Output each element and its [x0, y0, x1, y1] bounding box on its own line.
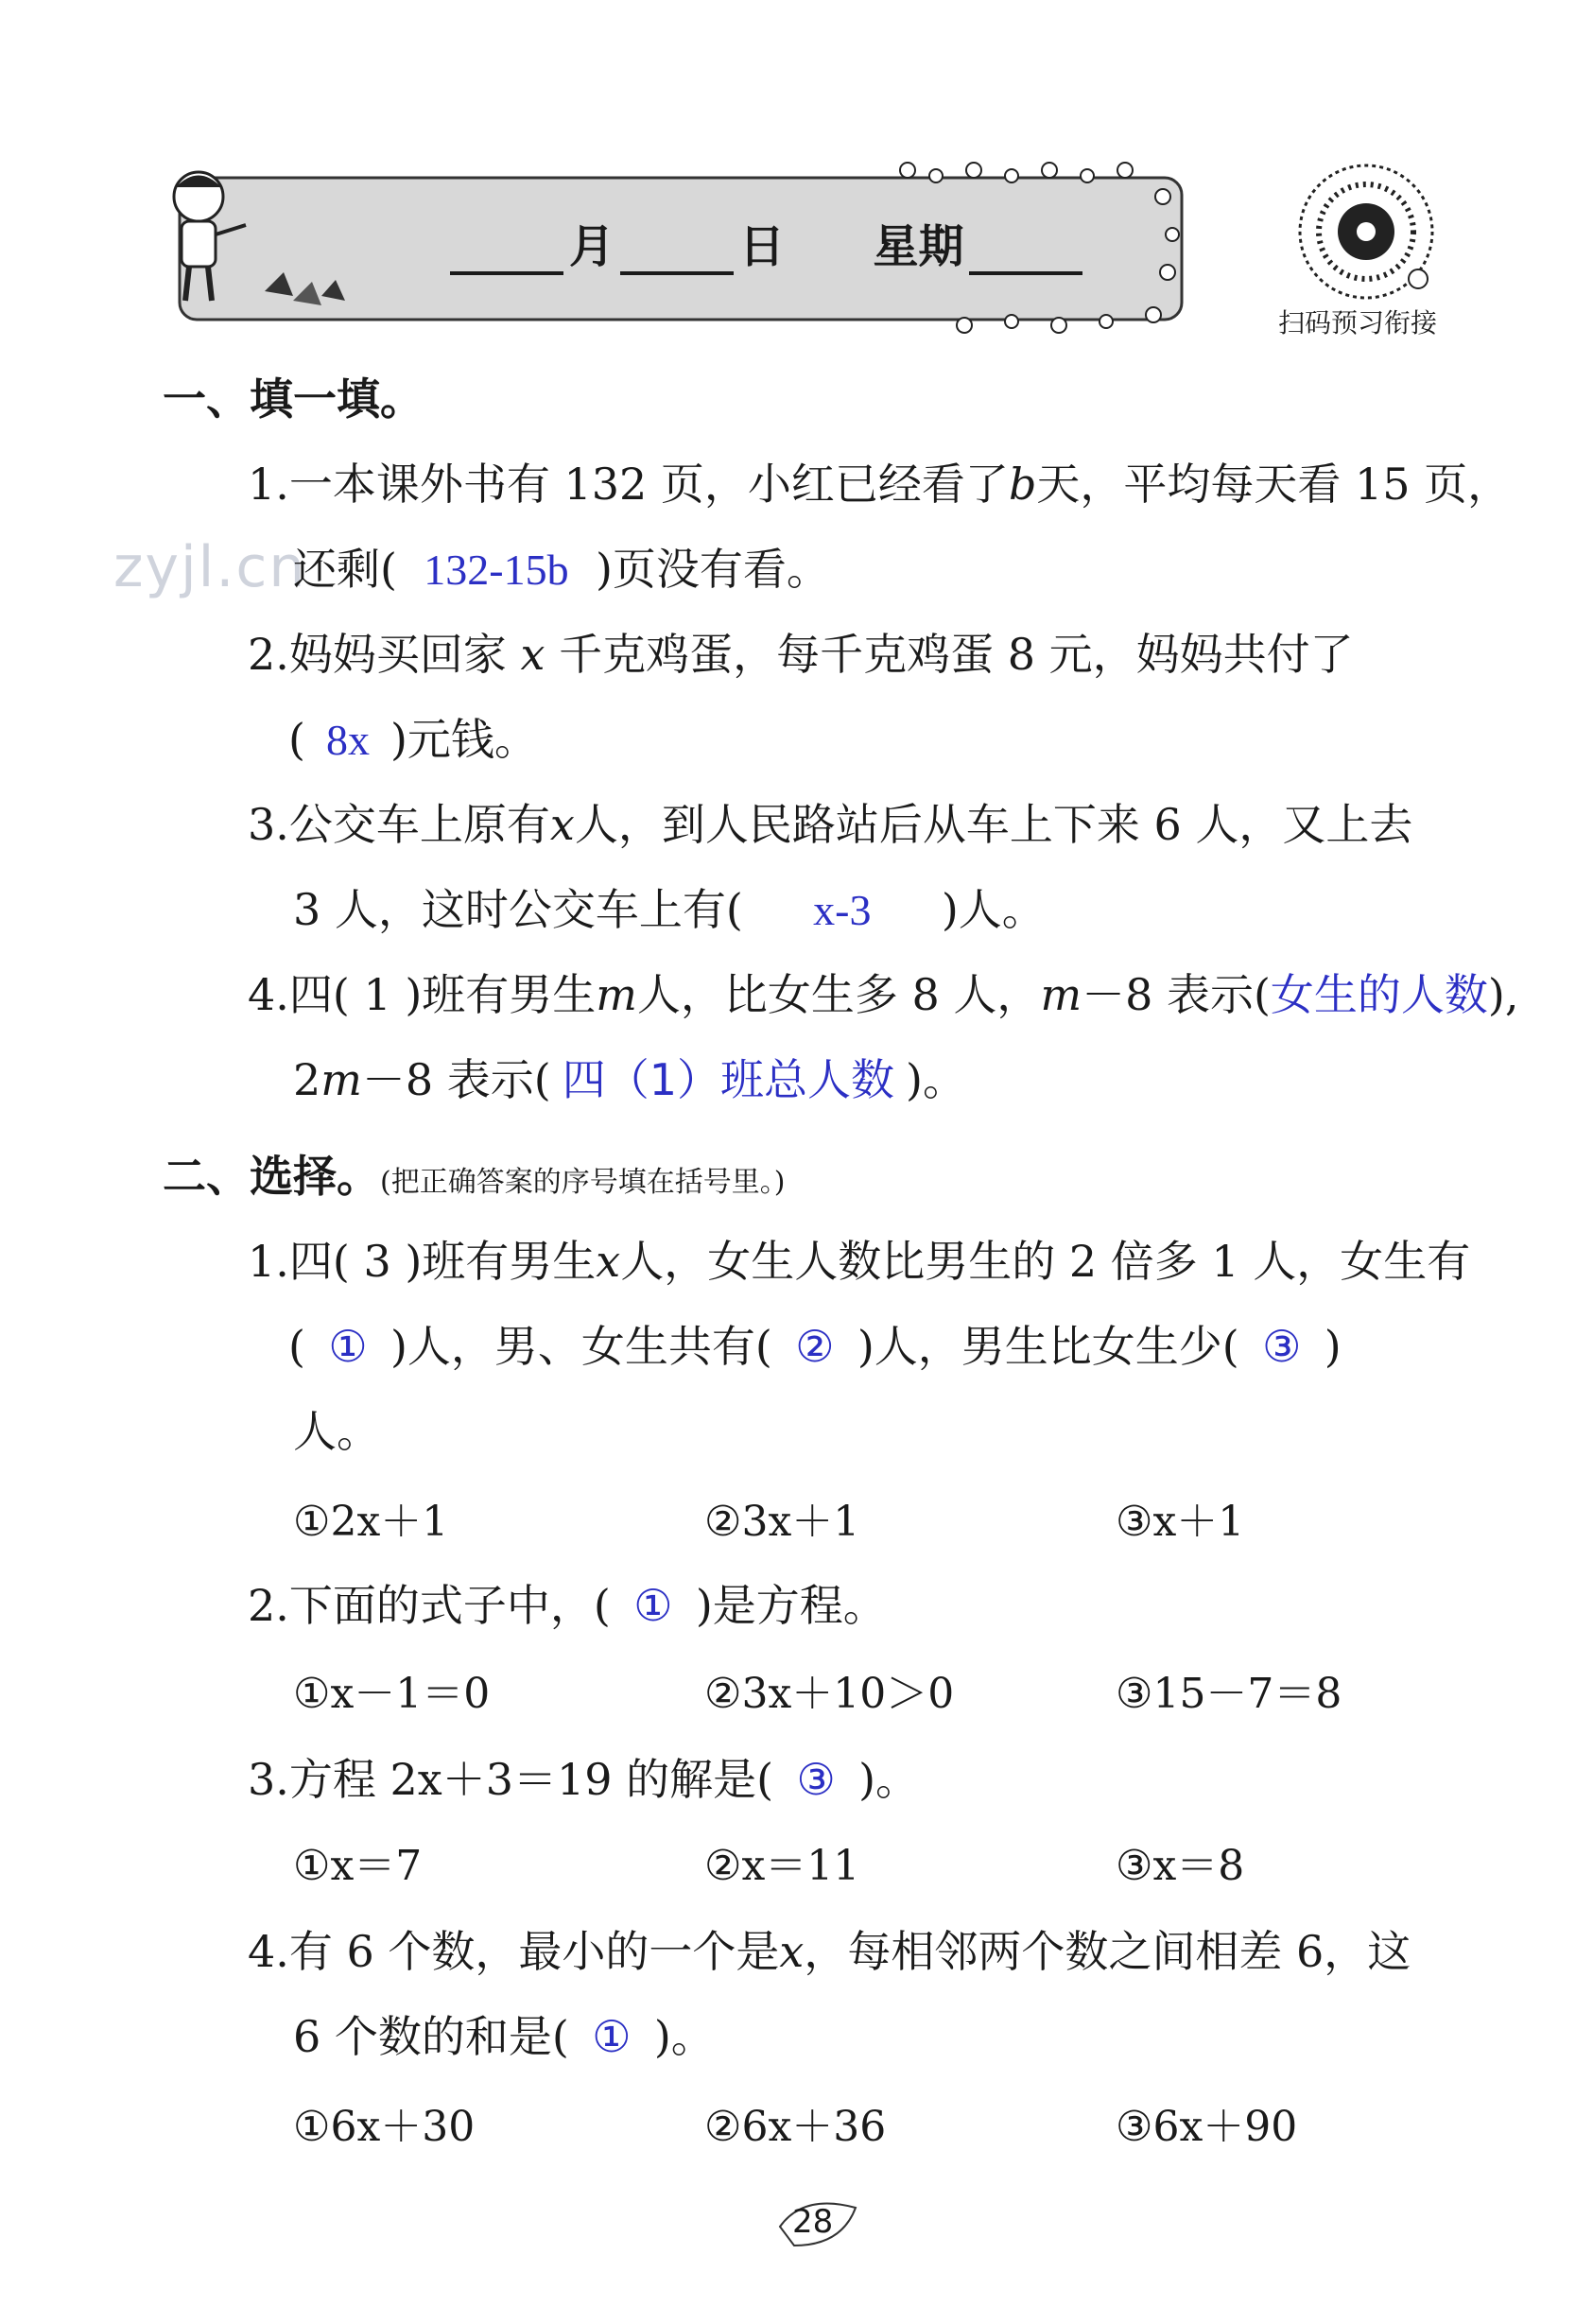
- s2-q1-answer2[interactable]: ②: [795, 1323, 835, 1371]
- s2-q2-option-2: ②3x＋10＞0: [704, 1670, 955, 1718]
- s1-q1-line1: [248, 456, 1511, 512]
- s1-q3-text-a: 3.公交车上原有: [248, 799, 550, 850]
- s2-q4-text-d: )。: [653, 2011, 715, 2062]
- s1-q1-line2: [293, 541, 830, 598]
- s1-q2-line2: [288, 711, 538, 769]
- s1-q3-line1: [248, 796, 1412, 853]
- s1-q3-paren-open: 3 人，这时公交车上有(: [293, 884, 743, 935]
- s1-q2-text-a: 2.妈妈买回家: [248, 629, 507, 680]
- weekday-label: 星期: [873, 220, 964, 273]
- section1-title: 一、填一填。: [163, 373, 424, 425]
- s1-q4-text-d: 2: [293, 1054, 321, 1105]
- s1-q3-var: x: [549, 799, 575, 850]
- s1-q3-paren-close: )人。: [941, 884, 1046, 935]
- s2-q1-text-b: 人，女生人数比男生的 2 倍多 1 人，女生有: [620, 1236, 1471, 1287]
- s1-q4-var3: m: [320, 1054, 362, 1105]
- s1-q1-paren-close: )页没有看。: [595, 544, 830, 595]
- s2-q3-option-3: ③x＝8: [1116, 1842, 1245, 1890]
- s2-q2-option-1: ①x－1＝0: [293, 1670, 491, 1718]
- s2-q1-var: x: [596, 1236, 621, 1287]
- s2-q3-answer[interactable]: ③: [796, 1756, 836, 1804]
- s1-q2-paren-close: )元钱。: [390, 714, 538, 765]
- s2-q2-answer[interactable]: ①: [633, 1582, 673, 1630]
- qr-caption: 扫码预习衔接: [1278, 307, 1438, 338]
- s2-q4-answer[interactable]: ①: [592, 2013, 632, 2061]
- s2-q4-text-a: 4.有 6 个数，最小的一个是: [248, 1926, 780, 1977]
- s2-q4-option-2: ②6x＋36: [704, 2103, 887, 2151]
- s2-q1-text-a: 1.四( 3 )班有男生: [248, 1236, 597, 1287]
- weekday-blank[interactable]: [969, 234, 1082, 275]
- s1-q4-line1: [248, 966, 1518, 1023]
- day-label: 日: [739, 220, 786, 273]
- s2-q1-text-d: )人，男生比女生少(: [857, 1321, 1239, 1372]
- s2-q1-line3: 人。: [293, 1406, 380, 1457]
- page-number: 28: [792, 2203, 834, 2241]
- s2-q1-option-3: ③x＋1: [1116, 1498, 1245, 1546]
- s2-q3-text-b: )。: [858, 1754, 920, 1805]
- s1-q1-answer[interactable]: 132-15b: [424, 546, 569, 594]
- s2-q2-text-a: 2.下面的式子中，(: [248, 1580, 611, 1631]
- s2-q1-answer1[interactable]: ①: [328, 1323, 368, 1371]
- s2-q3-line: [248, 1751, 919, 1809]
- day-blank[interactable]: [620, 234, 734, 275]
- s1-q4-paren-close1: ),: [1487, 969, 1519, 1020]
- s2-q4-option-1: ①6x＋30: [293, 2103, 476, 2151]
- s2-q1-option-1: ①2x＋1: [293, 1498, 449, 1546]
- s2-q2-text-b: )是方程。: [695, 1580, 887, 1631]
- s1-q3-answer[interactable]: x-3: [813, 886, 872, 934]
- s1-q2-text-b: 千克鸡蛋，每千克鸡蛋 8 元，妈妈共付了: [559, 629, 1354, 680]
- s1-q1-var: b: [1008, 459, 1037, 510]
- s2-q1-option-2: ②3x＋1: [704, 1498, 860, 1546]
- month-label: 月: [569, 220, 615, 273]
- s1-q4-text-c: －8 表示(: [1082, 969, 1271, 1020]
- s1-q2-var: x: [520, 629, 545, 680]
- month-blank[interactable]: [450, 234, 563, 275]
- s1-q3-line2: [293, 881, 1046, 939]
- section2-title: [163, 1148, 785, 1211]
- s1-q4-line2: [293, 1051, 966, 1108]
- s1-q2-answer[interactable]: 8x: [325, 716, 370, 764]
- s2-q1-text-c: )人，男、女生共有(: [390, 1321, 772, 1372]
- s2-q2-option-3: ③15－7＝8: [1116, 1670, 1342, 1718]
- s1-q4-var2: m: [1040, 969, 1082, 1020]
- qr-code-icon[interactable]: [1295, 161, 1437, 303]
- s2-q3-text-a: 3.方程 2x＋3＝19 的解是(: [248, 1754, 774, 1805]
- s2-q3-option-1: ①x＝7: [293, 1842, 423, 1890]
- s1-q4-answer2[interactable]: 四（1）班总人数: [562, 1054, 895, 1105]
- s2-q1-paren1: (: [288, 1321, 305, 1372]
- s1-q2-line1: [248, 626, 1354, 683]
- s1-q1-text-a: 1.一本课外书有 132 页，小红已经看了: [248, 459, 1009, 510]
- s2-q4-var: x: [779, 1926, 805, 1977]
- s2-q4-option-3: ③6x＋90: [1116, 2103, 1298, 2151]
- s2-q3-option-2: ②x＝11: [704, 1842, 860, 1890]
- s2-q1-line1: [248, 1233, 1470, 1290]
- s2-q1-answer3[interactable]: ③: [1262, 1323, 1302, 1371]
- section2-note: (把正确答案的序号填在括号里。): [380, 1166, 786, 1199]
- s1-q1-text-b: 天，平均每天看 15 页，: [1036, 459, 1512, 510]
- section2-title-text: 二、选择。: [163, 1151, 380, 1202]
- s1-q4-var: m: [596, 969, 637, 1020]
- s2-q4-line2: [293, 2008, 715, 2066]
- s1-q4-text-b: 人，比女生多 8 人，: [636, 969, 1041, 1020]
- s1-q4-answer1[interactable]: 女生的人数: [1270, 969, 1488, 1020]
- s2-q4-line1: [248, 1923, 1411, 1980]
- s2-q4-text-b: ，每相邻两个数之间相差 6，这: [804, 1926, 1411, 1977]
- s2-q4-text-c: 6 个数的和是(: [293, 2011, 569, 2062]
- date-line: [444, 210, 1088, 275]
- s1-q4-paren-close2: )。: [906, 1054, 966, 1105]
- s1-q1-paren-open: 还剩(: [293, 544, 397, 595]
- s1-q3-text-b: 人，到人民路站后从车上下来 6 人，又上去: [574, 799, 1413, 850]
- s1-q4-text-e: －8 表示(: [361, 1054, 551, 1105]
- watermark: zyjl.cn: [113, 534, 307, 600]
- s2-q1-paren-close: ): [1324, 1321, 1342, 1372]
- s1-q2-paren-open: (: [288, 714, 305, 765]
- s1-q4-text-a: 4.四( 1 )班有男生: [248, 969, 597, 1020]
- s2-q2-line: [248, 1577, 887, 1635]
- s2-q1-line2: [288, 1318, 1342, 1376]
